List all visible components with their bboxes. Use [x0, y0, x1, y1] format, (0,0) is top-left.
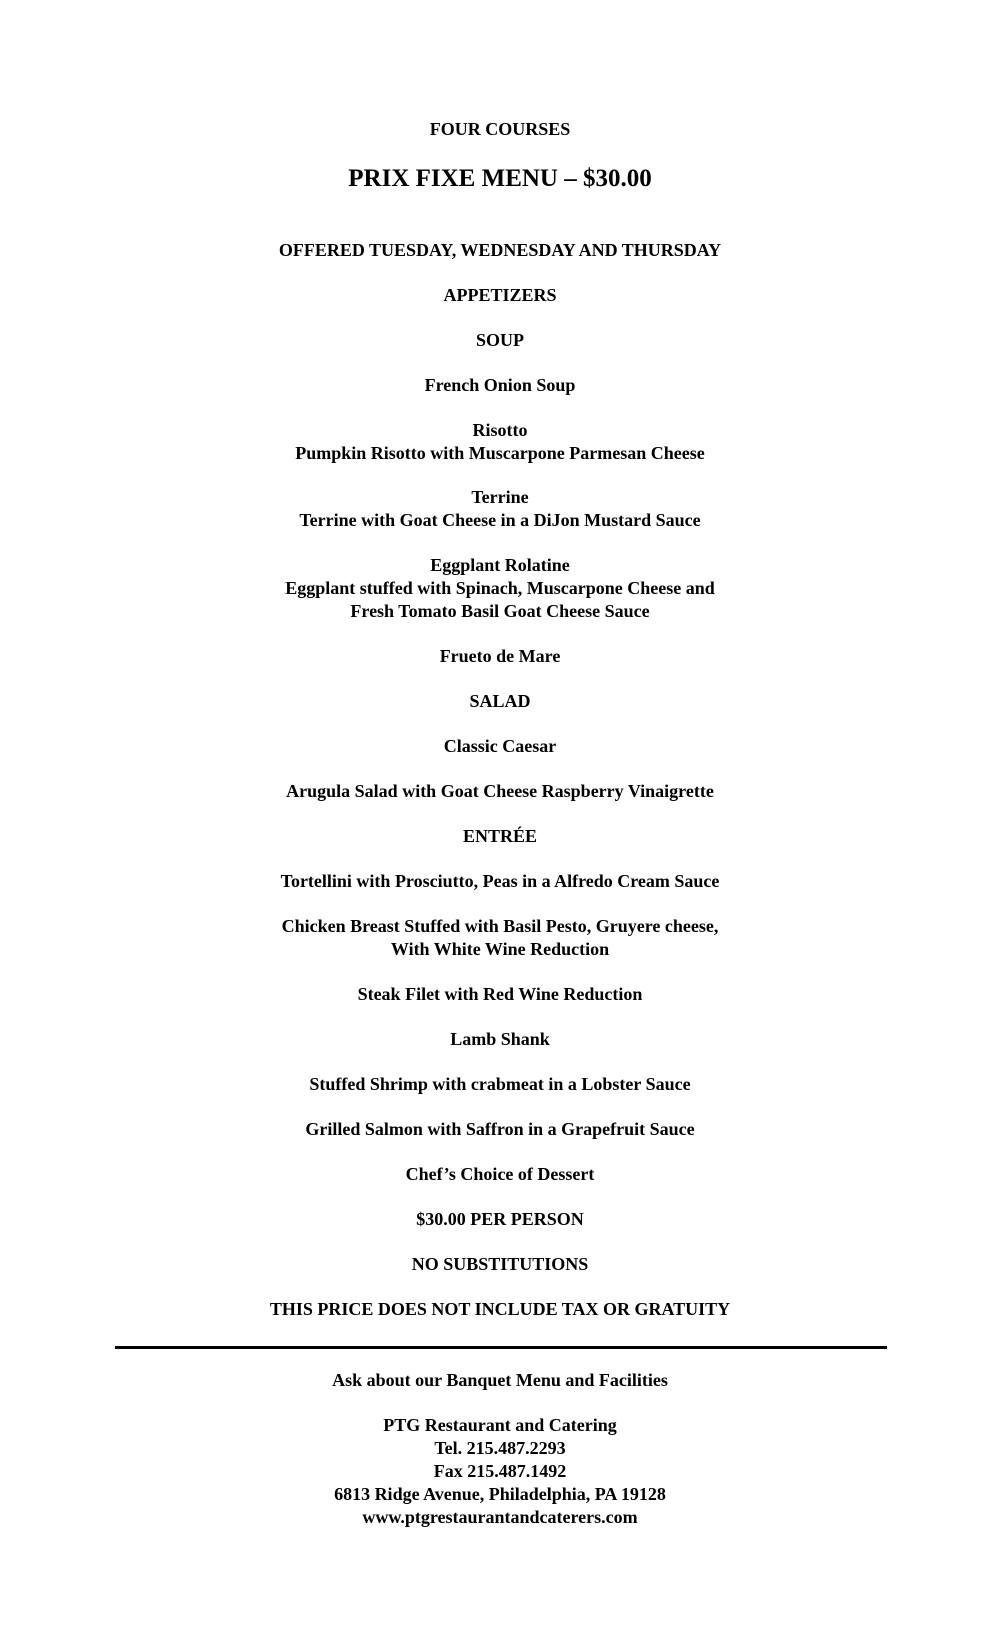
- menu-item-description: Fresh Tomato Basil Goat Cheese Sauce: [350, 601, 650, 621]
- offered-days: OFFERED TUESDAY, WEDNESDAY AND THURSDAY: [278, 240, 722, 260]
- menu-item: Steak Filet with Red Wine Reduction: [357, 984, 643, 1004]
- tax-note: THIS PRICE DOES NOT INCLUDE TAX OR GRATUITY: [269, 1299, 731, 1319]
- courses-label: FOUR COURSES: [429, 119, 571, 139]
- phone-number: Tel. 215.487.2293: [434, 1438, 566, 1458]
- restaurant-name: PTG Restaurant and Catering: [383, 1415, 617, 1435]
- appetizers-heading: APPETIZERS: [443, 285, 557, 305]
- no-substitutions: NO SUBSTITUTIONS: [411, 1254, 589, 1274]
- salad-heading: SALAD: [469, 691, 531, 711]
- menu-item: Lamb Shank: [450, 1029, 550, 1049]
- menu-item: Stuffed Shrimp with crabmeat in a Lobster Sauce: [309, 1074, 691, 1094]
- menu-item: Frueto de Mare: [439, 646, 561, 666]
- menu-item-description: Pumpkin Risotto with Muscarpone Parmesan Cheese: [295, 443, 705, 463]
- address: 6813 Ridge Avenue, Philadelphia, PA 19128: [334, 1484, 666, 1504]
- menu-item: Grilled Salmon with Saffron in a Grapefruit Sauce: [305, 1119, 695, 1139]
- menu-item: Chicken Breast Stuffed with Basil Pesto, Gruyere cheese,: [281, 916, 719, 936]
- menu-item: Arugula Salad with Goat Cheese Raspberry Vinaigrette: [286, 781, 714, 801]
- menu-item-description: Eggplant stuffed with Spinach, Muscarpone Cheese and: [285, 578, 715, 598]
- price-per-person: $30.00 PER PERSON: [416, 1209, 584, 1229]
- soup-heading: SOUP: [475, 330, 524, 350]
- menu-item: Tortellini with Prosciutto, Peas in a Alfredo Cream Sauce: [280, 871, 720, 891]
- menu-title: PRIX FIXE MENU – $30.00: [348, 165, 652, 192]
- dessert-item: Chef’s Choice of Dessert: [405, 1164, 595, 1184]
- banquet-note: Ask about our Banquet Menu and Facilities: [332, 1370, 668, 1390]
- menu-item: French Onion Soup: [424, 375, 576, 395]
- menu-item-name: Terrine: [471, 487, 529, 507]
- menu-item: Classic Caesar: [443, 736, 557, 756]
- menu-item-name: Eggplant Rolatine: [430, 555, 570, 575]
- menu-item: With White Wine Reduction: [390, 939, 610, 959]
- menu-item-description: Terrine with Goat Cheese in a DiJon Mustard Sauce: [299, 510, 701, 530]
- fax-number: Fax 215.487.1492: [433, 1461, 567, 1481]
- divider-line: [115, 1346, 887, 1349]
- menu-item-name: Risotto: [472, 420, 528, 440]
- website: www.ptgrestaurantandcaterers.com: [362, 1507, 638, 1527]
- entree-heading: ENTRÉE: [462, 826, 538, 846]
